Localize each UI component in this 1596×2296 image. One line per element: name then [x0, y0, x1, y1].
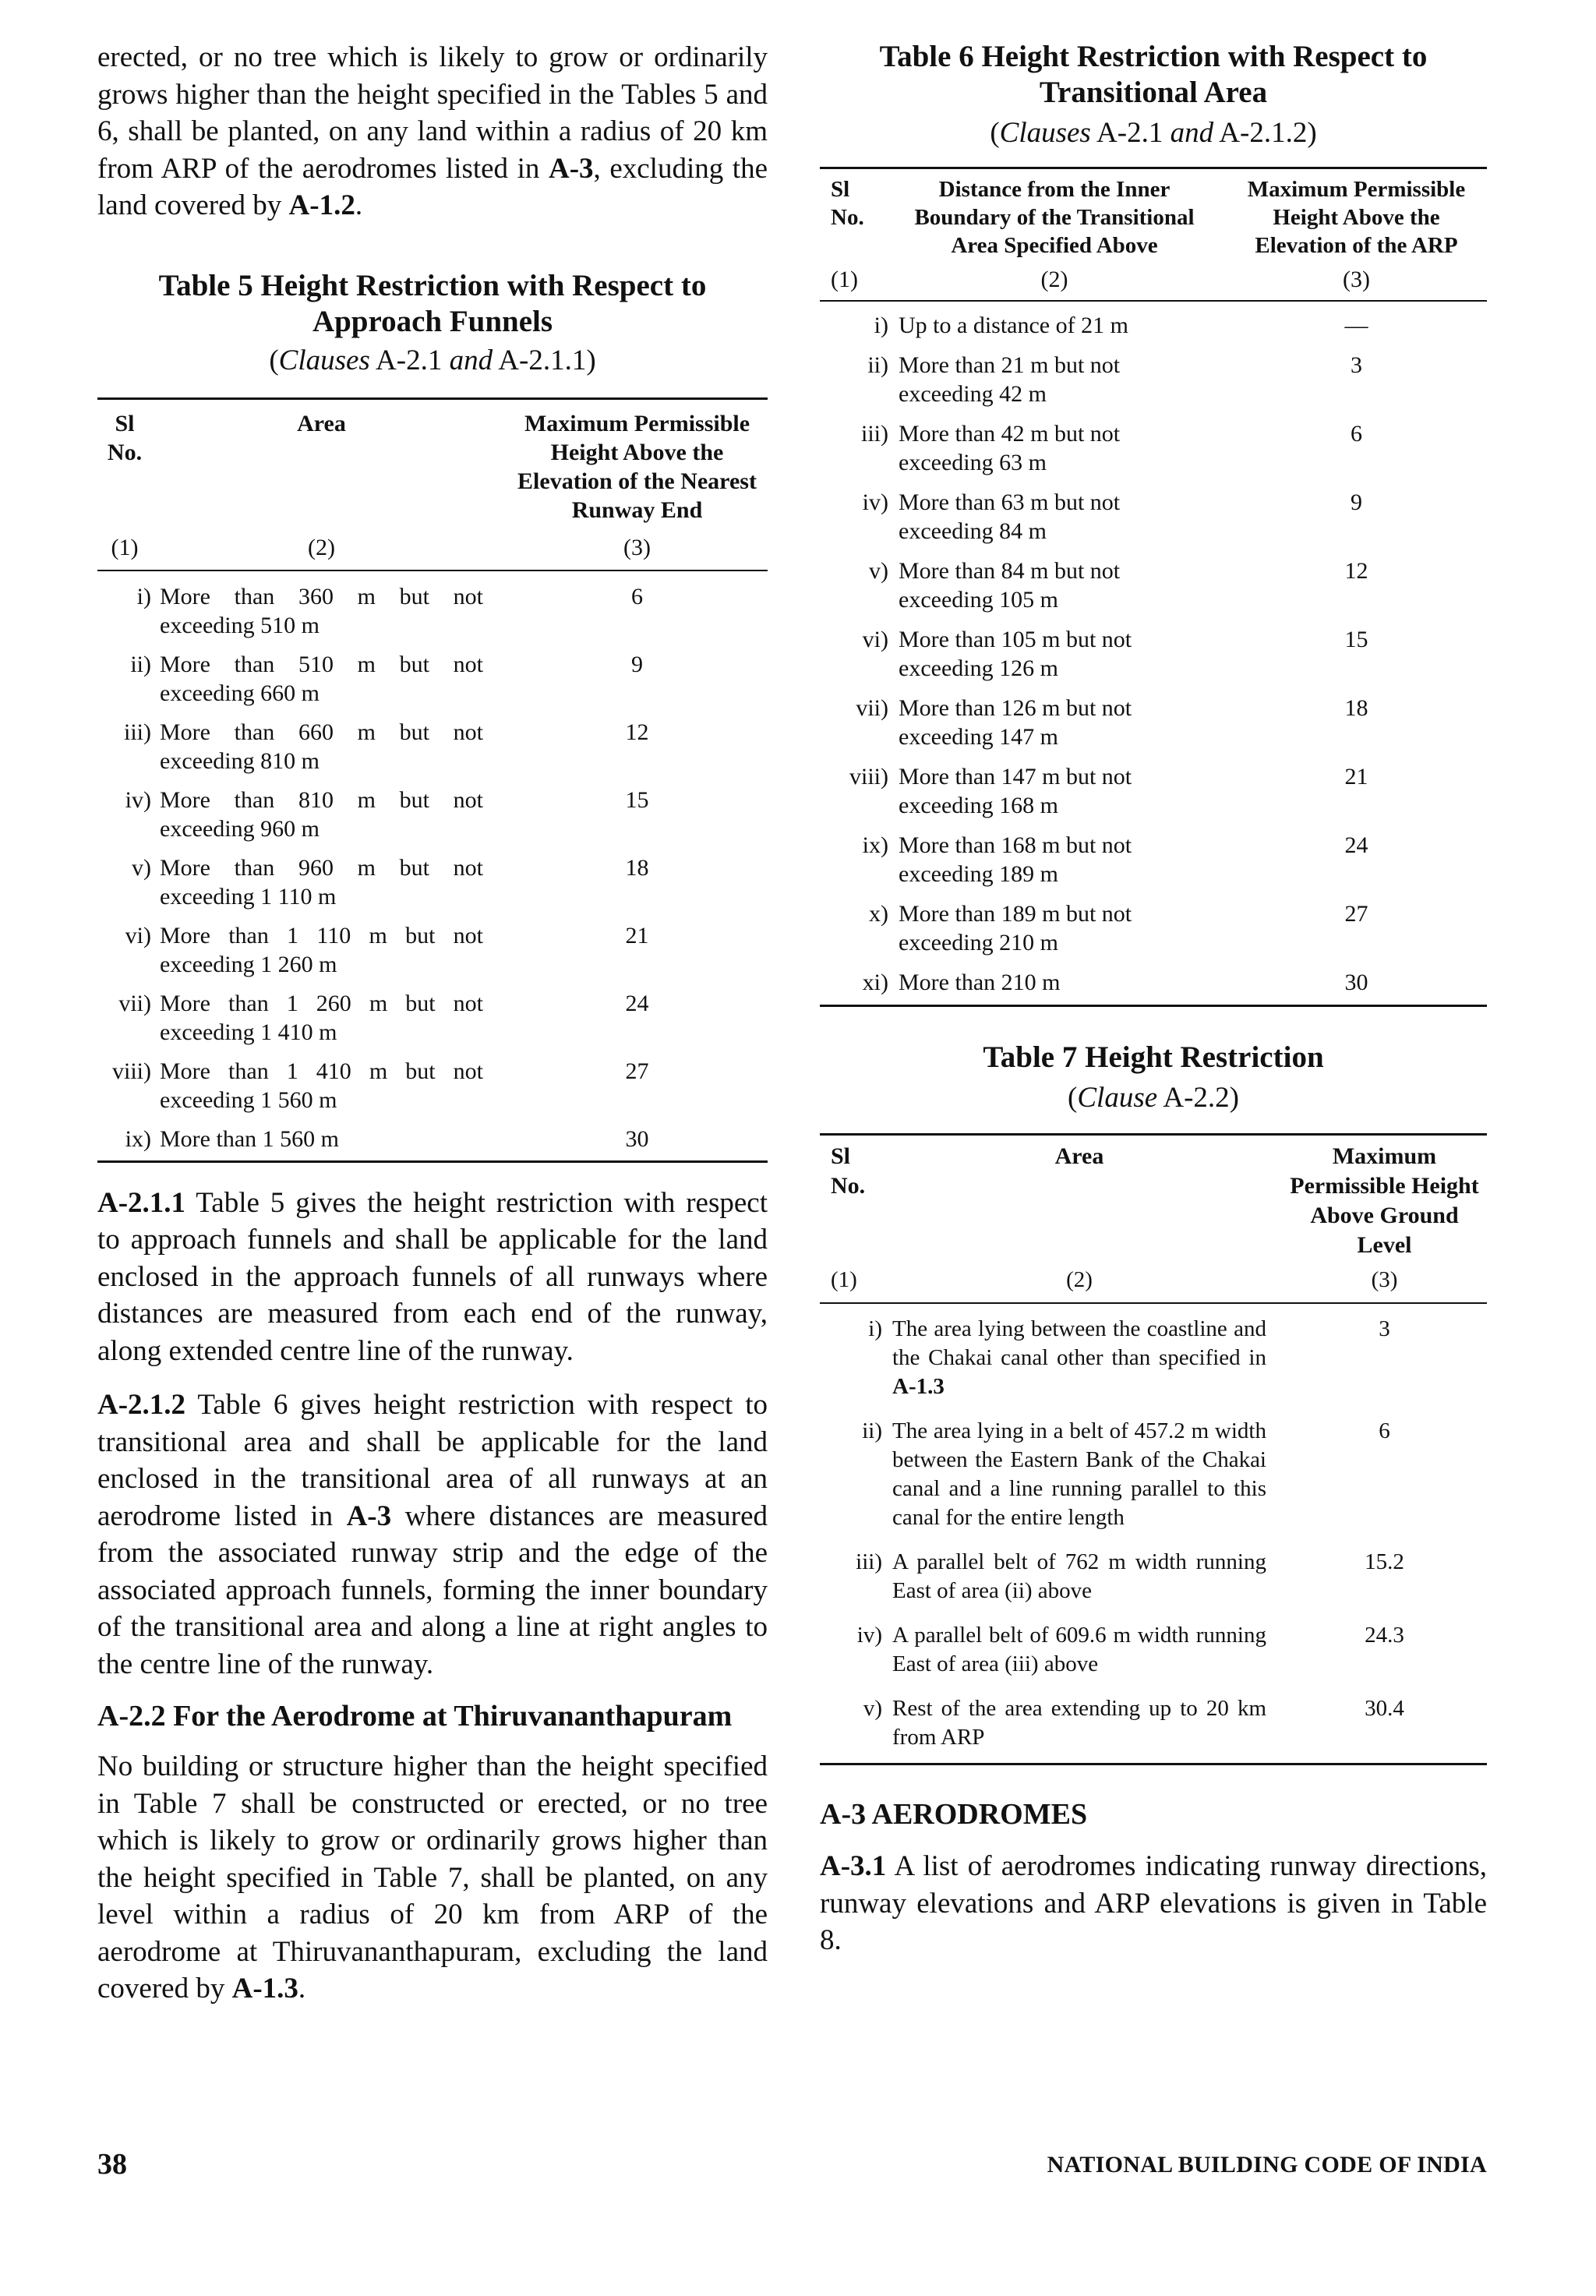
row-height: 15.2 [1365, 1549, 1404, 1574]
row-sl: iii) [856, 1549, 882, 1574]
row-area: The area lying between the coastline and the Chakai canal other than specified in A-1.3 [892, 1316, 1266, 1399]
table7-index-2: (2) [892, 1261, 1282, 1303]
paragraph-text: Table 6 gives height restriction with respect to transitional area and shall be applicable for the land enclosed in the transitional area of all runways at an aerodrome listed in [97, 1389, 768, 1532]
row-area: More than 210 m [898, 965, 1226, 1006]
row-height: 6 [1379, 1418, 1390, 1443]
table-row [97, 918, 768, 986]
table-row [97, 1054, 768, 1122]
row-sl: v) [132, 854, 151, 881]
table7 [820, 1133, 1487, 1765]
table6 [820, 167, 1487, 1007]
table-row [820, 1616, 1487, 1690]
row-area: More than 510 m but not exceeding 660 m [160, 651, 483, 706]
row-sl: iii) [124, 719, 151, 745]
table5-index-2: (2) [159, 525, 507, 570]
intro-ref-a3: A-3 [548, 152, 594, 185]
row-area: More than 84 m but not exceeding 105 m [899, 558, 1121, 613]
paragraph-ref: A-1.3 [231, 1973, 298, 2005]
table5 [97, 397, 768, 1163]
row-sl: i) [868, 1316, 882, 1341]
table7-title: Table 7 Height Restriction [983, 1040, 1324, 1074]
table-row [820, 759, 1487, 828]
table-row [97, 647, 768, 715]
row-sl: vii) [856, 695, 888, 721]
intro-text-mid: , excluding the land covered by [97, 152, 768, 221]
row-area: More than 660 m but not exceeding 810 m [160, 719, 483, 774]
row-sl: x) [869, 901, 888, 927]
table-row [820, 828, 1487, 896]
intro-text: erected, or no tree which is likely to grow or ordinarily grows higher than the height specified in the Tables 5 and 6, shall be planted, on any land within a radius of 20 km from ARP of the aerodromes listed in [97, 41, 768, 185]
table5-title-line2: Approach Funnels [312, 304, 553, 338]
row-height: 18 [625, 854, 649, 881]
table5-header-height: Maximum Permissible Height Above the Elevation of the Nearest Runway End [507, 398, 768, 525]
row-sl: viii) [112, 1058, 151, 1084]
row-sl: vii) [118, 990, 151, 1016]
row-sl: ix) [97, 1122, 159, 1162]
row-height: 30 [507, 1122, 768, 1162]
table5-caption [97, 268, 768, 379]
row-height: 15 [1344, 627, 1368, 652]
table7-header-sl: Sl No. [820, 1135, 892, 1262]
table6-index-3: (3) [1226, 260, 1487, 301]
row-sl: viii) [849, 764, 888, 789]
paragraph-text: Table 5 gives the height restriction with respect to approach funnels and shall be applicable for the land enclosed in the approach funnels of all runways where distances are measured from each end of the runway, along extended centre line of the runway. [97, 1186, 768, 1367]
paragraph-ref: A-3 [346, 1499, 392, 1532]
row-area: More than 147 m but not exceeding 168 m [899, 764, 1132, 818]
table-row [820, 348, 1487, 416]
row-sl: i) [874, 313, 888, 338]
row-area: Up to a distance of 21 m [899, 313, 1128, 338]
row-height: — [1344, 313, 1368, 338]
paragraph-a-2-1-1 [97, 1185, 768, 1370]
table-row [820, 308, 1487, 348]
table6-header-area: Distance from the Inner Boundary of the Transitional Area Specified Above [898, 168, 1226, 261]
table-row [820, 1543, 1487, 1616]
row-area: More than 1 110 m but not exceeding 1 260 m [160, 922, 483, 977]
table-row [97, 715, 768, 782]
row-height: 6 [631, 583, 643, 609]
paragraph-text: A list of aerodromes indicating runway directions, runway elevations and ARP elevations is given in Table 8. [820, 1850, 1487, 1956]
row-sl: i) [136, 583, 151, 609]
table7-header-height: Maximum Permissible Height Above Ground Level [1282, 1135, 1487, 1262]
row-height: 3 [1379, 1316, 1390, 1341]
table6-index-1: (1) [820, 260, 898, 301]
row-sl: iv) [862, 489, 888, 515]
row-sl: v) [869, 558, 888, 584]
table6-header-sl: Sl No. [820, 168, 898, 261]
table-row [97, 579, 768, 647]
table5-index-3: (3) [507, 525, 768, 570]
paragraph-text: where distances are measured from the associated runway strip and the edge of the associated approach funnels, forming the inner boundary of the transitional area and along a line at right angles to the centre line of the runway. [97, 1499, 768, 1680]
row-area: A parallel belt of 609.6 m width running East of area (iii) above [892, 1623, 1266, 1676]
paragraph-text: No building or structure higher than the height specified in Table 7 shall be constructed or erected, or no tree which is likely to grow or ordinarily grows higher than the height specified in Table 7, shall be planted, on any level within a radius of 20 km from ARP of the aerodrome at Thiruvananthapuram, excluding the land covered by [97, 1750, 768, 2005]
left-column [97, 39, 768, 2008]
row-area: The area lying in a belt of 457.2 m width between the Eastern Bank of the Chakai canal and a line running parallel to this canal for the entire length [892, 1418, 1266, 1530]
row-area: More than 360 m but not exceeding 510 m [160, 583, 483, 638]
row-height: 24 [625, 990, 649, 1016]
paragraph-a-3-1 [820, 1848, 1487, 1959]
table5-index-1: (1) [97, 525, 159, 570]
row-height: 6 [1351, 421, 1362, 447]
row-area: More than 21 m but not exceeding 42 m [899, 352, 1121, 407]
row-sl: ix) [862, 832, 888, 858]
heading-a-2-2: A-2.2 For the Aerodrome at Thiruvananthapuram [97, 1700, 733, 1733]
row-area: More than 105 m but not exceeding 126 m [899, 627, 1132, 681]
row-sl: ii) [867, 352, 888, 378]
row-sl: xi) [820, 965, 898, 1006]
row-height: 21 [625, 922, 649, 948]
table6-title-line2: Transitional Area [1039, 76, 1268, 109]
table-row [820, 1310, 1487, 1412]
table-row [97, 986, 768, 1054]
row-height: 24.3 [1365, 1623, 1404, 1648]
row-area: More than 960 m but not exceeding 1 110 m [160, 854, 483, 910]
row-height: 24 [1344, 832, 1368, 858]
table5-header-sl: Sl No. [97, 398, 159, 525]
table7-index-1: (1) [820, 1261, 892, 1303]
row-height: 30 [1226, 965, 1487, 1006]
table-row [97, 782, 768, 850]
row-sl: iii) [861, 421, 888, 447]
table-row [820, 1412, 1487, 1543]
row-height: 27 [625, 1058, 649, 1084]
paragraph-text: . [298, 1973, 306, 2005]
table6-clause: (Clauses A-2.1 and A-2.1.2) [990, 117, 1317, 149]
row-area: More than 1 410 m but not exceeding 1 560 m [160, 1058, 483, 1113]
intro-ref-a12: A-1.2 [288, 189, 355, 221]
row-height: 30.4 [1282, 1690, 1487, 1764]
row-height: 12 [625, 719, 649, 745]
table5-clause: (Clauses A-2.1 and A-2.1.1) [269, 344, 596, 376]
row-height: 21 [1344, 764, 1368, 789]
table6-caption [820, 39, 1487, 151]
row-height: 15 [625, 786, 649, 813]
table-row [820, 485, 1487, 553]
table-row [820, 553, 1487, 622]
row-area: More than 1 560 m [159, 1122, 507, 1162]
page-number: 38 [97, 2148, 127, 2181]
row-height: 12 [1344, 558, 1368, 584]
row-height: 9 [1351, 489, 1362, 515]
table7-caption [820, 1040, 1487, 1116]
paragraph-a-2-2 [97, 1748, 768, 2008]
table6-index-2: (2) [898, 260, 1226, 301]
heading-a-3: A-3 AERODROMES [820, 1798, 1088, 1831]
table6-title-line1: Table 6 Height Restriction with Respect to [879, 40, 1428, 73]
row-area: More than 810 m but not exceeding 960 m [160, 786, 483, 842]
table-row [820, 965, 1487, 1006]
table5-header-area: Area [159, 398, 507, 525]
table5-title-line1: Table 5 Height Restriction with Respect to [158, 268, 707, 302]
row-height: 9 [631, 651, 643, 677]
right-column [820, 39, 1487, 1959]
row-sl: ii) [130, 651, 151, 677]
table-row [820, 896, 1487, 965]
table-row [820, 691, 1487, 759]
row-area: More than 189 m but not exceeding 210 m [899, 901, 1132, 955]
row-area: More than 1 260 m but not exceeding 1 410 m [160, 990, 483, 1045]
row-height: 18 [1344, 695, 1368, 721]
row-area: More than 126 m but not exceeding 147 m [899, 695, 1132, 750]
clause-number: A-2.1.2 [97, 1389, 186, 1421]
row-height: 3 [1351, 352, 1362, 378]
row-area: Rest of the area extending up to 20 km from ARP [892, 1690, 1282, 1764]
row-area: More than 168 m but not exceeding 189 m [899, 832, 1132, 887]
table-row [820, 416, 1487, 485]
row-sl: iv) [125, 786, 151, 813]
running-title: NATIONAL BUILDING CODE OF INDIA [1047, 2152, 1487, 2178]
table-row [820, 622, 1487, 691]
table7-header-area: Area [892, 1135, 1282, 1262]
row-sl: vi) [862, 627, 888, 652]
table-row [97, 1122, 768, 1162]
row-height: 27 [1344, 901, 1368, 927]
paragraph-a-2-1-2 [97, 1386, 768, 1683]
row-area: More than 42 m but not exceeding 63 m [899, 421, 1121, 475]
table-row [820, 1690, 1487, 1764]
clause-number: A-2.1.1 [97, 1186, 186, 1219]
row-area: A parallel belt of 762 m width running East of area (ii) above [892, 1549, 1266, 1603]
table7-index-3: (3) [1282, 1261, 1487, 1303]
table7-clause: (Clause A-2.2) [1068, 1082, 1239, 1114]
clause-number: A-3.1 [820, 1850, 887, 1882]
row-sl: v) [820, 1690, 892, 1764]
row-sl: ii) [862, 1418, 882, 1443]
row-sl: iv) [856, 1623, 882, 1648]
intro-text-end: . [355, 189, 363, 221]
row-sl: vi) [125, 922, 151, 948]
row-area: More than 63 m but not exceeding 84 m [899, 489, 1121, 544]
intro-paragraph [97, 39, 768, 224]
table6-header-height: Maximum Permissible Height Above the Elevation of the ARP [1226, 168, 1487, 261]
table-row [97, 850, 768, 918]
